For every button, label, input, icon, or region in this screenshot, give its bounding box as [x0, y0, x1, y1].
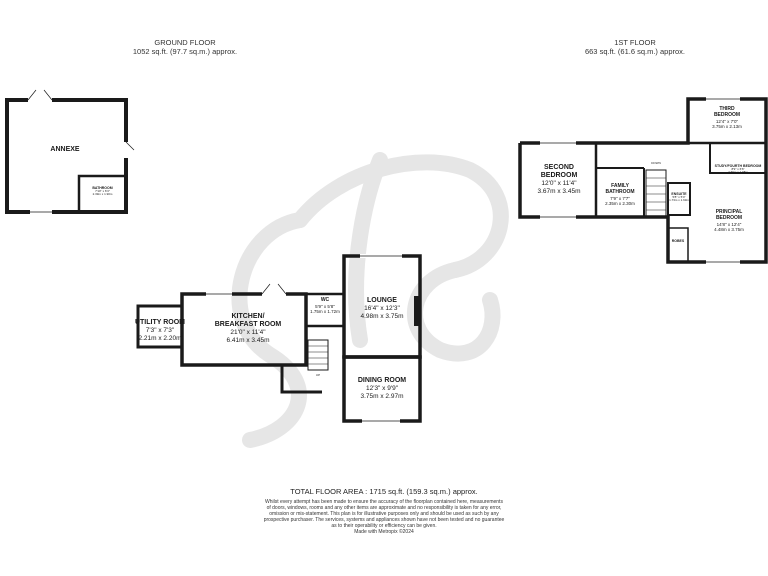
room-label-third-bedroom	[692, 107, 762, 129]
room-label-kitchen	[203, 313, 293, 344]
room-name: ROBES	[671, 239, 685, 243]
room-metric: 3.67m x 3.45m	[537, 187, 581, 195]
metropix-credit: Made with Metropix ©2024	[354, 529, 414, 535]
room-label-utility	[130, 319, 190, 342]
room-label-wc	[302, 298, 348, 314]
room-label-up	[308, 374, 328, 377]
disclaimer-line: Whilst every attempt has been made to ensure the accuracy of the floorplan contained here, measurements	[265, 499, 503, 505]
room-name: ENSUITE	[671, 192, 687, 196]
room-name: PRINCIPAL	[715, 209, 743, 215]
room-name: WC	[320, 297, 330, 303]
room-imperial: 8'9" x 6'6"	[731, 167, 745, 172]
room-name: BATHROOM	[92, 186, 113, 190]
room-label-annexe-bathroom	[80, 186, 125, 197]
first-floor-heading	[560, 38, 710, 56]
room-imperial: 12'4" x 7'0"	[715, 118, 739, 124]
room-imperial: 5'8" x 5'4"	[672, 195, 686, 200]
room-metric: 1.73m x 1.63m	[669, 198, 689, 203]
room-name-2: BEDROOM	[540, 172, 578, 180]
room-label-dining	[346, 377, 418, 400]
room-label-down	[646, 162, 666, 165]
room-metric: 2.35m x 2.30m	[605, 200, 635, 206]
room-imperial: 21'0" x 11'4"	[230, 329, 266, 337]
ground-floor-heading	[110, 38, 260, 56]
room-name: KITCHEN/	[231, 313, 265, 320]
room-label-ensuite	[668, 192, 690, 203]
room-label-second-bedroom	[524, 164, 594, 195]
room-name: STUDY/FOURTH BEDROOM	[714, 164, 762, 168]
room-metric: 6.41m x 3.45m	[226, 336, 270, 344]
room-imperial: 7'3" x 7'3"	[145, 327, 175, 335]
room-label-annexe	[35, 146, 95, 154]
first-floor-area: 663 sq.ft. (61.6 sq.m.) approx.	[584, 47, 686, 56]
disclaimer-line: omission or mis-statement. This plan is for illustrative purposes only and should be used as such by any	[269, 511, 499, 517]
disclaimer-line: as to their operability or efficiency can be given.	[331, 523, 437, 529]
ground-floor-title: GROUND FLOOR	[154, 38, 216, 47]
first-floor-title: 1ST FLOOR	[614, 38, 656, 47]
room-imperial: 12'3" x 9'9"	[365, 385, 399, 393]
room-name: THIRD	[719, 106, 735, 112]
room-metric: 2.66m x 1.98m	[728, 170, 748, 175]
disclaimer	[234, 499, 534, 535]
room-name: DINING ROOM	[357, 377, 407, 384]
disclaimer-line: prospective purchaser. The services, systems and appliances shown have not been tested and no guarantee	[263, 517, 505, 523]
room-imperial: 16'4" x 12'3"	[364, 305, 400, 313]
room-metric: 4.98m x 3.75m	[360, 312, 404, 320]
room-metric: 2.21m x 2.20m	[138, 334, 182, 342]
room-imperial: 12'0" x 11'4"	[541, 180, 577, 188]
room-name: LOUNGE	[367, 297, 397, 304]
room-label-principal-bedroom	[694, 210, 764, 232]
room-name: ANNEXE	[50, 146, 80, 153]
room-name: FAMILY	[611, 183, 629, 189]
total-floor-area: TOTAL FLOOR AREA : 1715 sq.ft. (159.3 sq.m.) approx.	[290, 487, 478, 496]
room-name-2: BEDROOM	[715, 214, 743, 221]
room-name-2: BATHROOM	[605, 188, 635, 195]
stairs-label: DOWN	[651, 161, 661, 165]
room-metric: 4.48m x 3.75m	[714, 226, 744, 232]
room-metric: 1.75m x 1.72m	[310, 308, 340, 314]
room-imperial: 5'9" x 5'8"	[315, 303, 335, 309]
room-metric: 2.39m x 1.90m	[92, 192, 113, 197]
room-metric: 3.75m x 2.13m	[712, 123, 742, 129]
room-name: SECOND	[544, 164, 574, 171]
room-name-2: BREAKFAST ROOM	[214, 321, 282, 329]
stairs-label: UP	[315, 373, 321, 377]
room-label-study	[711, 164, 765, 175]
room-label-family-bathroom	[598, 184, 642, 206]
room-name: UTILITY ROOM	[134, 319, 186, 326]
room-imperial: 7'9" x 7'7"	[610, 195, 630, 201]
room-metric: 3.75m x 2.97m	[360, 392, 404, 400]
room-label-lounge	[346, 297, 418, 320]
ground-floor-area: 1052 sq.ft. (97.7 sq.m.) approx.	[132, 47, 238, 56]
disclaimer-line: of doors, windows, rooms and any other items are approximate and no responsibility is taken for any error,	[266, 505, 502, 511]
room-imperial: 7'10" x 6'3"	[95, 189, 110, 194]
room-label-robes	[668, 239, 688, 243]
room-imperial: 14'8" x 12'4"	[716, 221, 742, 227]
room-name-2: BEDROOM	[713, 111, 741, 118]
